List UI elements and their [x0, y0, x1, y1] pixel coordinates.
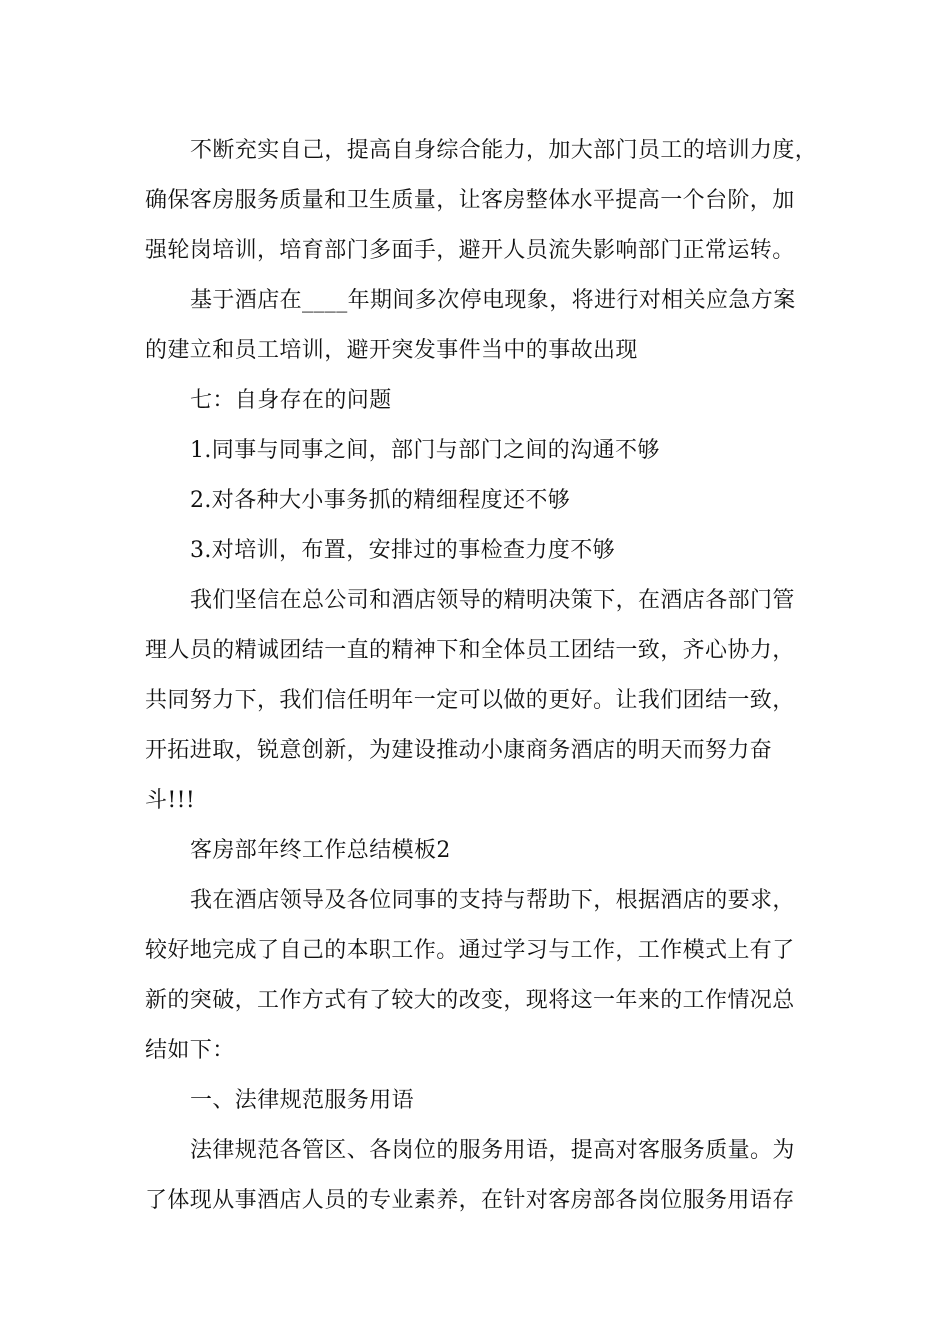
paragraph-line-10: 我们坚信在总公司和酒店领导的精明决策下，在酒店各部门管	[190, 588, 795, 613]
paragraph-line-2: 确保客房服务质量和卫生质量，让客房整体水平提高一个台阶，加	[145, 188, 795, 213]
paragraph-line-3: 强轮岗培训，培育部门多面手，避开人员流失影响部门正常运转。	[145, 238, 795, 263]
paragraph-line-1: 不断充实自己，提高自身综合能力，加大部门员工的培训力度，	[190, 138, 818, 163]
section-heading-1: 一、法律规范服务用语	[190, 1088, 415, 1113]
paragraph-line-19: 结如下：	[145, 1038, 235, 1063]
paragraph-line-17: 较好地完成了自己的本职工作。通过学习与工作，工作模式上有了	[145, 938, 795, 963]
paragraph-line-13: 开拓进取，锐意创新，为建设推动小康商务酒店的明天而努力奋	[145, 738, 773, 763]
paragraph-line-21: 法律规范各管区、各岗位的服务用语，提高对客服务质量。为	[190, 1138, 795, 1163]
document-title-2: 客房部年终工作总结模板2	[190, 838, 451, 863]
paragraph-line-5: 的建立和员工培训，避开突发事件当中的事故出现	[145, 338, 638, 363]
issue-item-3: 3.对培训，布置，安排过的事检查力度不够	[190, 538, 615, 563]
paragraph-line-12: 共同努力下，我们信任明年一定可以做的更好。让我们团结一致，	[145, 688, 795, 713]
paragraph-line-16: 我在酒店领导及各位同事的支持与帮助下，根据酒店的要求，	[190, 888, 795, 913]
paragraph-line-11: 理人员的精诚团结一直的精神下和全体员工团结一致，齐心协力，	[145, 638, 795, 663]
paragraph-line-4: 基于酒店在____年期间多次停电现象，将进行对相关应急方案	[190, 288, 796, 313]
issue-item-2: 2.对各种大小事务抓的精细程度还不够	[190, 488, 571, 513]
paragraph-line-18: 新的突破，工作方式有了较大的改变，现将这一年来的工作情况总	[145, 988, 795, 1013]
section-heading-7: 七：自身存在的问题	[190, 388, 392, 413]
issue-item-1: 1.同事与同事之间，部门与部门之间的沟通不够	[190, 438, 660, 463]
paragraph-line-14: 斗!!!	[145, 788, 196, 813]
paragraph-line-22: 了体现从事酒店人员的专业素养，在针对客房部各岗位服务用语存	[145, 1188, 795, 1213]
